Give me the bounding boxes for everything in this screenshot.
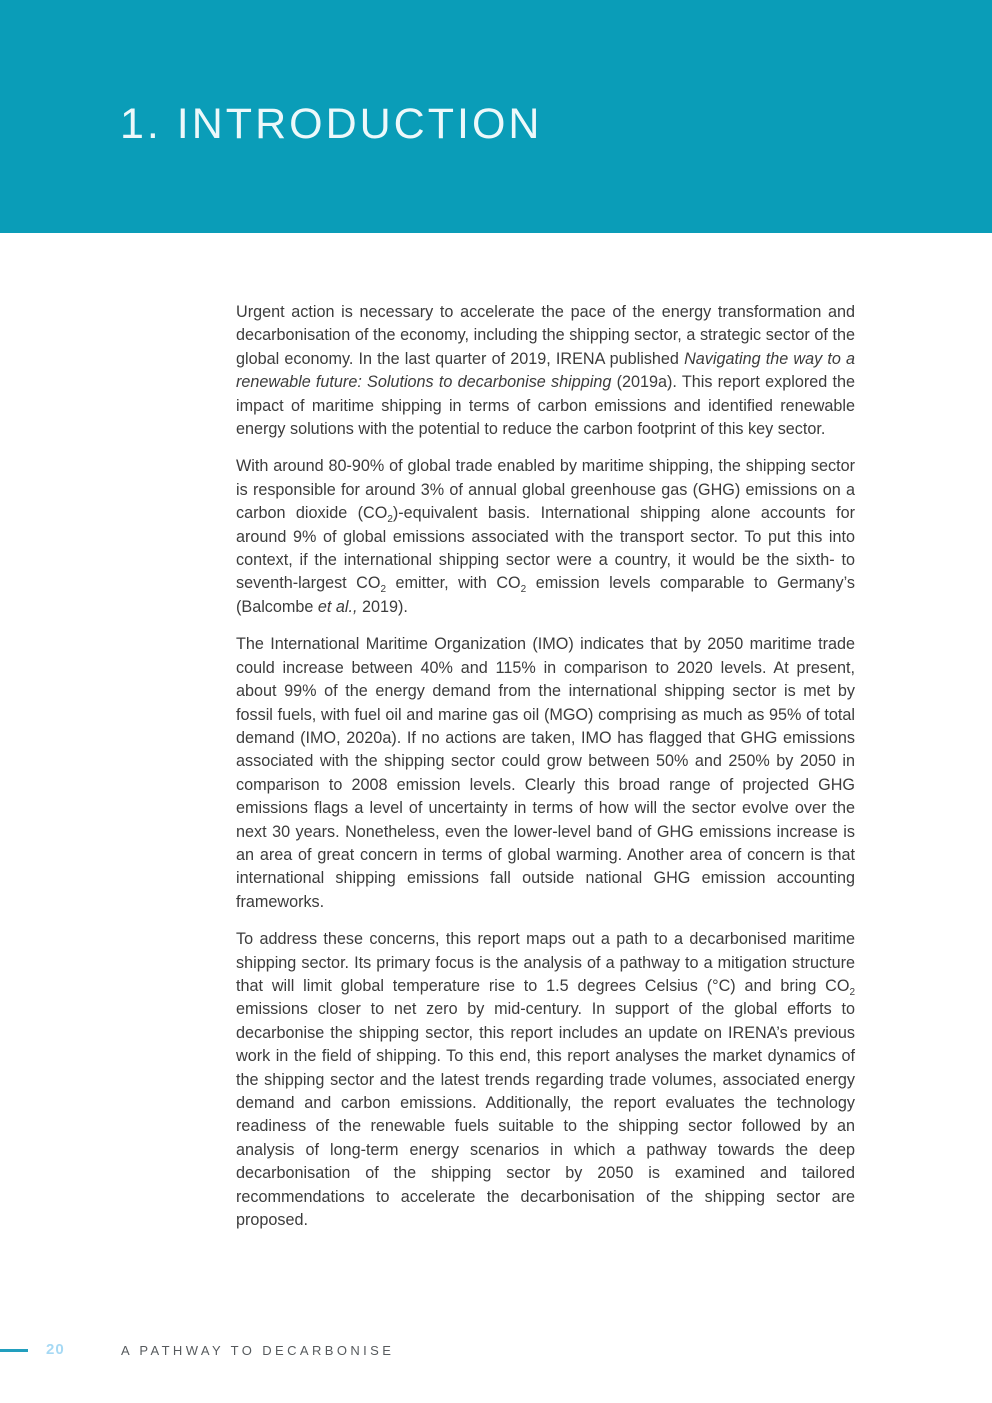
chapter-title: 1. INTRODUCTION (120, 100, 543, 148)
running-title: A PATHWAY TO DECARBONISE (121, 1343, 395, 1358)
page-number: 20 (46, 1341, 65, 1358)
footer-dash-rule (0, 1349, 28, 1352)
paragraph-2: With around 80-90% of global trade enabled by maritime shipping, the shipping sector is responsible for around 3% of annual global greenhouse gas (GHG) emissions on a carbon dioxide $(CO_2)$-equivalent basis. International shipping alone accounts for around 9% of global emissions associated with the transport sector. To put this into context, if the international shipping sector were a country, it would be the sixth- to seventh-largest $CO_2$ emitter, with $CO_2$ emission levels comparable to Germany’s (Balcombe et al., 2019). (236, 457, 856, 616)
chapter-header-banner (0, 0, 992, 233)
body-text-column (236, 301, 855, 1232)
paragraph-4: To address these concerns, this report maps out a path to a decarbonised maritime shipping sector. Its primary focus is the analysis of a pathway to a mitigation structure that will limit global temperature rise to 1.5 degrees Celsius (°C) and bring $CO_2$ emissions closer to net zero by mid-century. In support of the global efforts to decarbonise the shipping sector, this report includes an update on IRENA’s previous work in the field of shipping. To this end, this report analyses the market dynamics of the shipping sector and the latest trends regarding trade volumes, associated energy demand and carbon emissions. Additionally, the report evaluates the technology readiness of the renewable fuels suitable to the shipping sector followed by an analysis of long-term energy scenarios in which a pathway towards the deep decarbonisation of the shipping sector by 2050 is examined and tailored recommendations to accelerate the decarbonisation of the shipping sector are proposed. (236, 930, 855, 1230)
paragraph-1: Urgent action is necessary to accelerate the pace of the energy transformation and decarbonisation of the economy, including the shipping sector, a strategic sector of the global economy. In the last quarter of 2019, IRENA published Navigating the way to a renewable future: Solutions to decarbonise shipping (2019a). This report explored the impact of maritime shipping in terms of carbon emissions and identified renewable energy solutions with the potential to reduce the carbon footprint of this key sector. (236, 303, 855, 439)
paragraph-3: The International Maritime Organization (IMO) indicates that by 2050 maritime trade could increase between 40% and 115% in comparison to 2020 levels. At present, about 99% of the energy demand from the international shipping sector is met by fossil fuels, with fuel oil and marine gas oil (MGO) comprising as much as 95% of total demand (IMO, 2020a). If no actions are taken, IMO has flagged that GHG emissions associated with the shipping sector could grow between 50% and 250% by 2050 in comparison to 2008 emission levels. Clearly this broad range of projected GHG emissions flags a level of uncertainty in terms of how will the sector evolve over the next 30 years. Nonetheless, even the lower-level band of GHG emissions increase is an area of great concern in terms of global warming. Another area of concern is that international shipping emissions fall outside national GHG emission accounting frameworks. (236, 635, 855, 911)
